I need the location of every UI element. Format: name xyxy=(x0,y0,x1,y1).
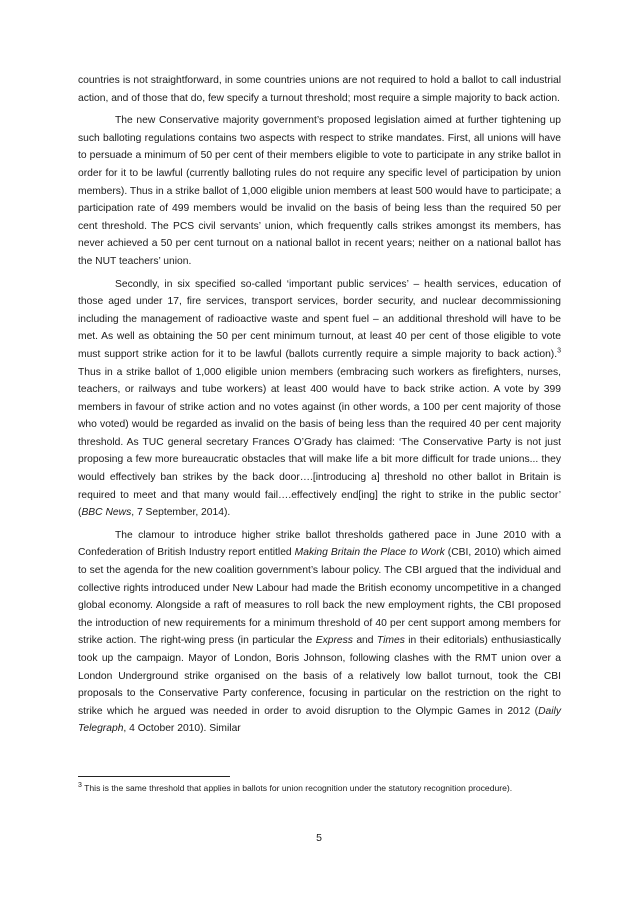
paragraph-1 xyxy=(78,72,561,107)
italic-title: Daily Telegraph xyxy=(78,705,561,735)
text-run: Thus in a strike ballot of 1,000 eligible union members (embracing such workers as firefighters, nurses, teachers, or railways and tube workers) at least 400 would have to back strike action. A vote by 399 members in favour of strike action and no votes against (in other words, a 100 per cent majority of those who voted) would be regarded as invalid on the basis of being less than the required 40 per cent majority threshold. As TUC general secretary Frances O’Grady has claimed: ‘The Conservative Party is not just proposing a few more bureaucratic obstacles that will make life a bit more difficult for trade unions... they would effectively ban strikes by the back door….[introducing a] threshold no other ballot in Britain is required to meet and that many would fail….effectively end[ing] the right to strike in the public sector’ ( xyxy=(78,366,561,519)
paragraph-3 xyxy=(78,276,561,522)
paragraph-2 xyxy=(78,112,561,270)
text-run: , 7 September, 2014). xyxy=(131,507,231,519)
footnote-separator xyxy=(78,776,230,777)
footnote-reference: 3 xyxy=(557,347,561,355)
text-run: (CBI, 2010) which aimed to set the agenda for the new coalition government’s labour policy. The CBI argued that the individual and collective rights introduced under New Labour had made the British economy uncompetitive in a changed global economy. Alongside a raft of measures to roll back the new employment rights, the CBI proposed the introduction of new requirements for a minimum threshold of 40 per cent support among members for strike action. The right-wing press (in particular the xyxy=(78,547,561,647)
paragraph-4 xyxy=(78,527,561,738)
text-run: Secondly, in six specified so-called ‘important public services’ – health services, education of those aged under 17, fire services, transport services, border security, and nuclear decommissioning including the management of radioactive waste and spent fuel – an additional threshold will have to be met. As well as obtaining the 50 per cent minimum turnout, at least 40 per cent of those eligible to vote must support strike action for it to be lawful (ballots currently require a simple majority to back action). xyxy=(78,278,561,360)
footnote-marker: 3 xyxy=(78,782,82,790)
text-run: in their editorials) enthusiastically took up the campaign. Mayor of London, Boris Johnson, following clashes with the RMT union over a London Underground strike organised on the basis of a relatively low ballot turnout, took the CBI proposals to the Conservative Party conference, focusing in particular on the restriction on the right to strike which he argued was needed in order to avoid disruption to the Olympic Games in 2012 ( xyxy=(78,635,562,717)
text-run: The clamour to introduce higher strike ballot thresholds gathered pace in June 2010 with a Confederation of British Industry report entitled xyxy=(78,529,561,559)
text-run: , 4 October 2010). Similar xyxy=(123,723,241,735)
italic-title: BBC News xyxy=(81,507,132,519)
footnote-text: This is the same threshold that applies in ballots for union recognition under the statutory recognition procedure). xyxy=(81,783,513,793)
text-run: The new Conservative majority government’s proposed legislation aimed at further tightening up such balloting regulations contains two aspects with respect to strike mandates. First, all unions will have to persuade a minimum of 50 per cent of their members eligible to vote to participate in any strike ballot in order for it to be lawful (currently balloting rules do not require any specific level of participation by union members). Thus in a strike ballot of 1,000 eligible union members at least 500 would have to participate; a participation rate of 499 members would be invalid on the basis of being less than the required 50 per cent threshold. The PCS civil servants’ union, which frequently calls strikes amongst its members, has never achieved a 50 per cent turnout on a national ballot in recent years; neither on a national ballot has the NUT teachers’ union. xyxy=(78,115,561,267)
footnote xyxy=(78,781,561,796)
body-text xyxy=(78,72,561,743)
page-number: 5 xyxy=(316,832,322,844)
text-run: and xyxy=(352,635,377,647)
text-run: countries is not straightforward, in some countries unions are not required to hold a ballot to call industrial action, and of those that do, few specify a turnout threshold; most require a simple majority to back action. xyxy=(78,75,561,104)
italic-title: Making Britain the Place to Work xyxy=(294,547,445,559)
italic-title: Express xyxy=(315,635,353,647)
italic-title: Times xyxy=(376,635,405,647)
